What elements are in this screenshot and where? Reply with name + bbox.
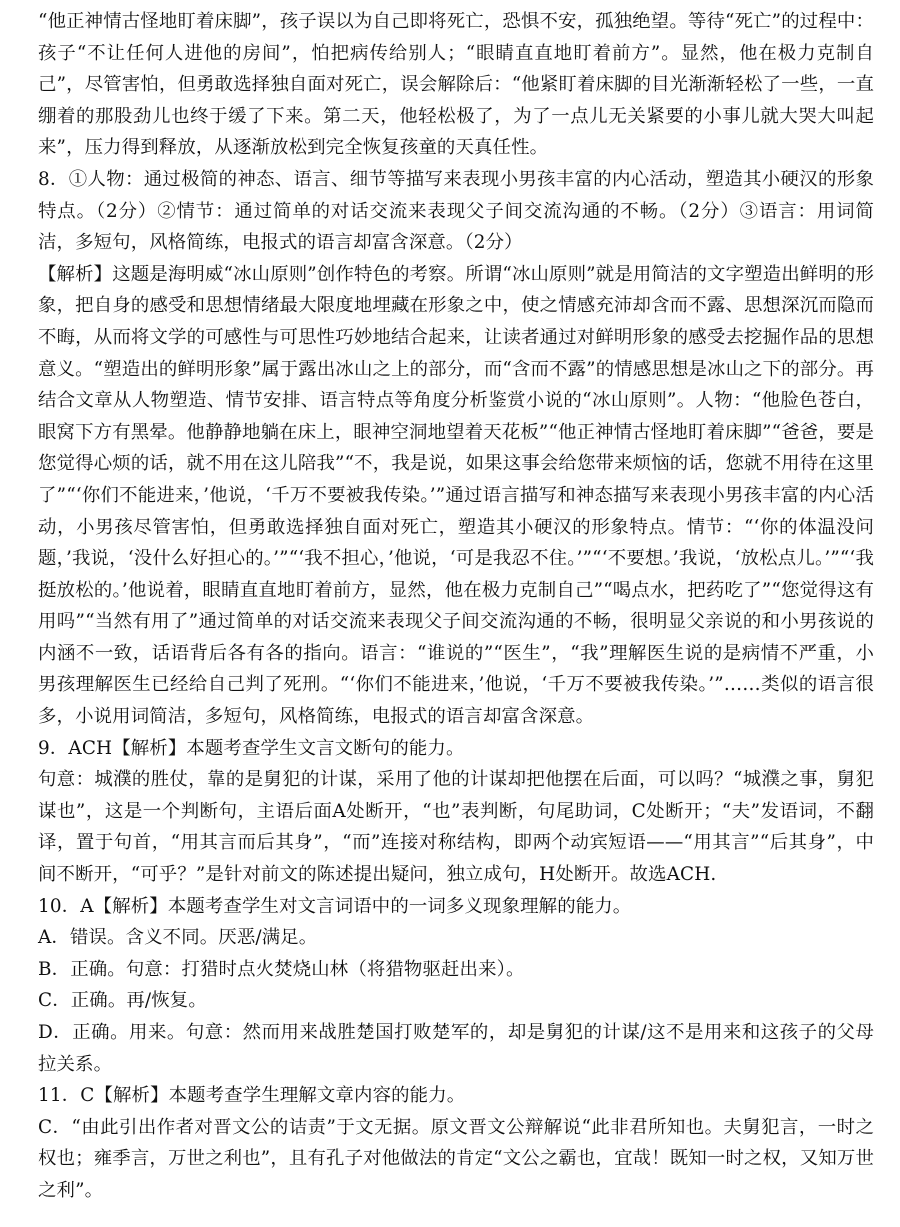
paragraph-q10-option-b: B．正确。句意：打猎时点火焚烧山林（将猎物驱赶出来）。 — [38, 958, 525, 980]
document-page — [38, 6, 874, 1207]
paragraph-q7-analysis: “他正神情古怪地盯着床脚”，孩子误以为自己即将死亡，恐惧不安，孤独绝望。等待“死亡”的过程中：孩子“不让任何人进他的房间”，怕把病传给别人；“眼睛直直地盯着前方”。显然，他在极力克制自己”，尽管害怕，但勇敢选择独自面对死亡，误会解除后：“他紧盯着床脚的目光渐渐轻松了一些，一直绷着的那股劲儿也终于缓了下来。第二天，他轻松极了，为了一点儿无关紧要的小事儿就大哭大叫起来”，压力得到释放，从逐渐放松到完全恢复孩童的天真任性。 — [38, 11, 874, 159]
paragraph-q9-explanation: 句意：城濮的胜仗，靠的是舅犯的计谋，采用了他的计谋却把他摆在后面，可以吗？“城濮之事，舅犯谋也”，这是一个判断句，主语后面A处断开，“也”表判断，句尾助词，C处断开；“夫”发语词，不翻译，置于句首，“用其言而后其身”，“而”连接对称结构，即两个动宾短语——“用其言”“后其身”，中间不断开，“可乎？”是针对前文的陈述提出疑问，独立成句，H处断开。故选ACH. — [38, 769, 874, 886]
paragraph-q8-answer: 8．①人物：通过极简的神态、语言、细节等描写来表现小男孩丰富的内心活动，塑造其小硬汉的形象特点。（2分）②情节：通过简单的对话交流来表现父子间交流沟通的不畅。（2分）③语言：用词简洁，多短句，风格简练，电报式的语言却富含深意。（2分） — [38, 168, 874, 254]
paragraph-q8-explanation: 【解析】这题是海明威“冰山原则”创作特色的考察。所谓“冰山原则”就是用简洁的文字塑造出鲜明的形象，把自身的感受和思想情绪最大限度地埋藏在形象之中，使之情感充沛却含而不露、思想深沉而隐而不晦，从而将文学的可感性与可思性巧妙地结合起来，让读者通过对鲜明形象的感受去挖掘作品的思想意义。“塑造出的鲜明形象”属于露出冰山之上的部分，而“含而不露”的情感思想是冰山之下的部分。再结合文章从人物塑造、情节安排、语言特点等角度分析鉴赏小说的“冰山原则”。人物：“他脸色苍白，眼窝下方有黑晕。他静静地躺在床上，眼神空洞地望着天花板”“他正神情古怪地盯着床脚”“爸爸，要是您觉得心烦的话，就不用在这儿陪我”“不，我是说，如果这事会给您带来烦恼的话，您就不用待在这里了”“‘你们不能进来，’他说，‘千万不要被我传染。’”通过语言描写和神态描写来表现小男孩丰富的内心活动，小男孩尽管害怕，但勇敢选择独自面对死亡，塑造其小硬汉的形象特点。情节：“‘你的体温没问题，’我说，‘没什么好担心的。’”“‘我不担心，’他说，‘可是我忍不住。’”“‘不要想。’我说，‘放松点儿。’”“‘我挺放松的。’他说着，眼睛直直地盯着前方，显然，他在极力克制自己”“喝点水，把药吃了”“您觉得这有用吗”“当然有用了”通过简单的对话交流来表现父子间交流沟通的不畅，很明显父亲说的和小男孩说的内涵不一致，话语背后各有各的指向。语言：“谁说的”“医生”，“我”理解医生说的是病情不严重，小男孩理解医生已经给自己判了死刑。“‘你们不能进来，’他说，‘千万不要被我传染。’”……类似的语言很多，小说用词简洁，多短句，风格简练，电报式的语言却富含深意。 — [38, 263, 874, 728]
paragraph-q11-answer: 11．C【解析】本题考查学生理解文章内容的能力。 — [38, 1085, 466, 1107]
paragraph-q9-answer: 9．ACH【解析】本题考查学生文言文断句的能力。 — [38, 737, 465, 759]
paragraph-q10-option-c: C．正确。再/恢复。 — [38, 990, 207, 1012]
paragraph-q10-option-d: D．正确。用来。句意：然而用来战胜楚国打败楚军的，却是舅犯的计谋/这不是用来和这孩子的父母拉关系。 — [38, 1022, 874, 1075]
paragraph-q10-answer: 10．A【解析】本题考查学生对文言词语中的一词多义现象理解的能力。 — [38, 895, 632, 917]
paragraph-q11-option-c: C．“由此引出作者对晋文公的诘责”于文无据。原文晋文公辩解说“此非君所知也。夫舅犯言，一时之权也；雍季言，万世之利也”，且有孔子对他做法的肯定“文公之霸也，宜哉！既知一时之权，又知万世之利”。 — [38, 1116, 874, 1201]
paragraph-q10-option-a: A．错误。含义不同。厌恶/满足。 — [38, 927, 318, 949]
